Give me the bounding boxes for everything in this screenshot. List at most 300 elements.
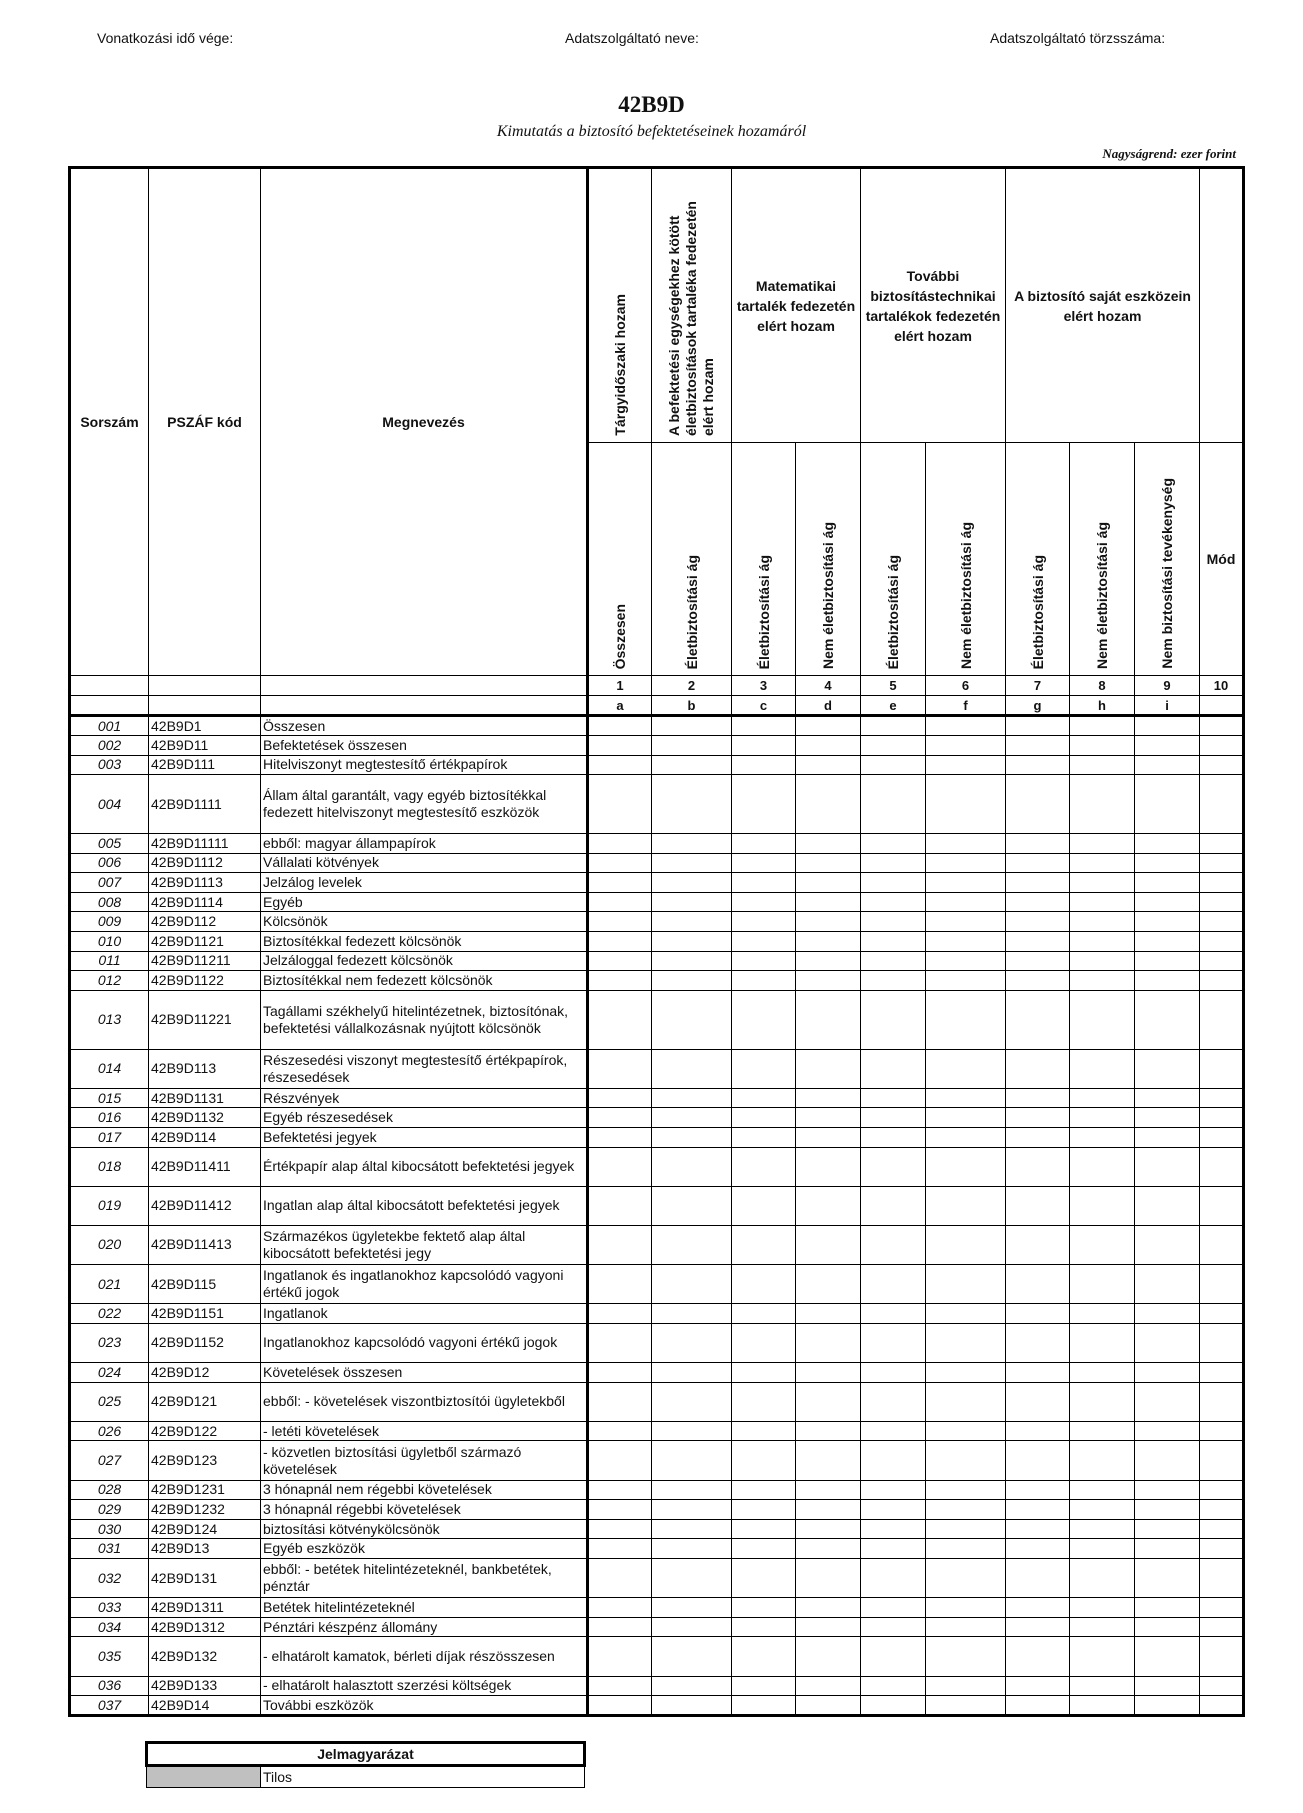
value-cell[interactable] [1006,736,1070,756]
value-cell[interactable] [796,1088,861,1108]
value-cell[interactable] [588,755,652,775]
value-cell[interactable] [1070,1539,1135,1559]
value-cell[interactable] [926,1480,1006,1500]
value-cell[interactable] [588,1637,652,1676]
value-cell[interactable] [588,1558,652,1597]
value-cell[interactable] [588,1539,652,1559]
value-cell[interactable] [1135,1519,1200,1539]
value-cell[interactable] [1006,716,1070,736]
value-cell[interactable] [796,1676,861,1696]
value-cell[interactable] [1006,775,1070,834]
value-cell[interactable] [926,1265,1006,1304]
value-cell[interactable] [1135,1598,1200,1618]
value-cell[interactable] [1070,951,1135,971]
value-cell[interactable] [652,1519,732,1539]
value-cell[interactable] [861,833,926,853]
value-cell[interactable] [1135,1441,1200,1480]
value-cell[interactable] [861,1421,926,1441]
value-cell[interactable] [732,1637,796,1676]
value-cell[interactable] [1135,971,1200,991]
value-cell[interactable] [1135,1323,1200,1362]
value-cell[interactable] [926,1147,1006,1186]
value-cell[interactable] [732,1088,796,1108]
value-cell[interactable] [588,1088,652,1108]
value-cell[interactable] [588,1049,652,1088]
value-cell[interactable] [1006,1500,1070,1520]
value-cell[interactable] [926,1225,1006,1264]
value-cell[interactable] [796,873,861,893]
value-cell[interactable] [796,1225,861,1264]
value-cell[interactable] [732,892,796,912]
value-cell[interactable] [861,1382,926,1421]
value-cell[interactable] [1135,1147,1200,1186]
value-cell[interactable] [652,1363,732,1383]
value-cell[interactable] [588,1225,652,1264]
value-cell[interactable] [732,1480,796,1500]
value-cell[interactable] [1200,951,1244,971]
value-cell[interactable] [1006,1049,1070,1088]
value-cell[interactable] [732,1676,796,1696]
value-cell[interactable] [1135,1382,1200,1421]
value-cell[interactable] [1070,1265,1135,1304]
value-cell[interactable] [652,1500,732,1520]
value-cell[interactable] [926,1088,1006,1108]
value-cell[interactable] [1006,990,1070,1049]
value-cell[interactable] [796,1421,861,1441]
value-cell[interactable] [588,1304,652,1324]
value-cell[interactable] [796,775,861,834]
value-cell[interactable] [1070,775,1135,834]
value-cell[interactable] [861,951,926,971]
value-cell[interactable] [861,1088,926,1108]
value-cell[interactable] [1200,1480,1244,1500]
value-cell[interactable] [652,1382,732,1421]
value-cell[interactable] [1070,716,1135,736]
value-cell[interactable] [1006,1696,1070,1716]
value-cell[interactable] [926,1127,1006,1147]
value-cell[interactable] [732,1265,796,1304]
value-cell[interactable] [926,716,1006,736]
value-cell[interactable] [1200,1500,1244,1520]
value-cell[interactable] [652,912,732,932]
value-cell[interactable] [1135,873,1200,893]
value-cell[interactable] [1200,1676,1244,1696]
value-cell[interactable] [588,1519,652,1539]
value-cell[interactable] [652,1225,732,1264]
value-cell[interactable] [1006,1127,1070,1147]
value-cell[interactable] [1200,1539,1244,1559]
value-cell[interactable] [1070,1500,1135,1520]
value-cell[interactable] [926,1108,1006,1128]
value-cell[interactable] [732,1127,796,1147]
value-cell[interactable] [1135,755,1200,775]
value-cell[interactable] [1006,1558,1070,1597]
value-cell[interactable] [861,971,926,991]
value-cell[interactable] [652,1049,732,1088]
value-cell[interactable] [652,1127,732,1147]
value-cell[interactable] [732,833,796,853]
value-cell[interactable] [796,892,861,912]
value-cell[interactable] [588,1441,652,1480]
value-cell[interactable] [1135,1500,1200,1520]
value-cell[interactable] [1200,1304,1244,1324]
value-cell[interactable] [1135,1363,1200,1383]
value-cell[interactable] [1006,1304,1070,1324]
value-cell[interactable] [796,1696,861,1716]
value-cell[interactable] [588,971,652,991]
value-cell[interactable] [1006,1421,1070,1441]
value-cell[interactable] [588,892,652,912]
value-cell[interactable] [861,1147,926,1186]
value-cell[interactable] [1070,1637,1135,1676]
value-cell[interactable] [1200,1323,1244,1362]
value-cell[interactable] [861,1127,926,1147]
value-cell[interactable] [732,912,796,932]
value-cell[interactable] [796,1441,861,1480]
value-cell[interactable] [796,1598,861,1618]
value-cell[interactable] [861,1539,926,1559]
value-cell[interactable] [1200,1108,1244,1128]
value-cell[interactable] [652,1637,732,1676]
value-cell[interactable] [1006,1323,1070,1362]
value-cell[interactable] [1006,1676,1070,1696]
value-cell[interactable] [1006,1637,1070,1676]
value-cell[interactable] [1200,873,1244,893]
value-cell[interactable] [796,833,861,853]
value-cell[interactable] [588,1265,652,1304]
value-cell[interactable] [1070,1519,1135,1539]
value-cell[interactable] [926,1186,1006,1225]
value-cell[interactable] [926,990,1006,1049]
value-cell[interactable] [1070,1147,1135,1186]
value-cell[interactable] [1135,1421,1200,1441]
value-cell[interactable] [926,931,1006,951]
value-cell[interactable] [588,912,652,932]
value-cell[interactable] [926,1363,1006,1383]
value-cell[interactable] [732,1696,796,1716]
value-cell[interactable] [732,1304,796,1324]
value-cell[interactable] [926,1500,1006,1520]
value-cell[interactable] [1006,1108,1070,1128]
value-cell[interactable] [1070,736,1135,756]
value-cell[interactable] [1070,1304,1135,1324]
value-cell[interactable] [732,931,796,951]
value-cell[interactable] [1135,1480,1200,1500]
value-cell[interactable] [1070,912,1135,932]
value-cell[interactable] [796,1637,861,1676]
value-cell[interactable] [1070,1127,1135,1147]
value-cell[interactable] [1200,971,1244,991]
value-cell[interactable] [732,1186,796,1225]
value-cell[interactable] [861,1323,926,1362]
value-cell[interactable] [732,1421,796,1441]
value-cell[interactable] [1135,853,1200,873]
value-cell[interactable] [732,716,796,736]
value-cell[interactable] [732,1147,796,1186]
value-cell[interactable] [1006,853,1070,873]
value-cell[interactable] [926,1558,1006,1597]
value-cell[interactable] [1200,1696,1244,1716]
value-cell[interactable] [652,1558,732,1597]
value-cell[interactable] [926,1049,1006,1088]
value-cell[interactable] [652,1421,732,1441]
value-cell[interactable] [1070,892,1135,912]
value-cell[interactable] [796,1617,861,1637]
value-cell[interactable] [796,1500,861,1520]
value-cell[interactable] [1006,1441,1070,1480]
value-cell[interactable] [796,1519,861,1539]
value-cell[interactable] [1200,1617,1244,1637]
value-cell[interactable] [796,912,861,932]
value-cell[interactable] [588,951,652,971]
value-cell[interactable] [796,1323,861,1362]
value-cell[interactable] [1200,1598,1244,1618]
value-cell[interactable] [1070,1696,1135,1716]
value-cell[interactable] [1200,755,1244,775]
value-cell[interactable] [926,1598,1006,1618]
value-cell[interactable] [1070,1225,1135,1264]
value-cell[interactable] [861,931,926,951]
value-cell[interactable] [796,853,861,873]
value-cell[interactable] [732,1617,796,1637]
value-cell[interactable] [861,1049,926,1088]
value-cell[interactable] [1200,1382,1244,1421]
value-cell[interactable] [861,716,926,736]
value-cell[interactable] [588,1598,652,1618]
value-cell[interactable] [1135,990,1200,1049]
value-cell[interactable] [796,1049,861,1088]
value-cell[interactable] [1135,892,1200,912]
value-cell[interactable] [861,1500,926,1520]
value-cell[interactable] [1200,892,1244,912]
value-cell[interactable] [652,873,732,893]
value-cell[interactable] [652,892,732,912]
value-cell[interactable] [1006,1539,1070,1559]
value-cell[interactable] [861,873,926,893]
value-cell[interactable] [1135,1617,1200,1637]
value-cell[interactable] [861,1304,926,1324]
value-cell[interactable] [861,1265,926,1304]
value-cell[interactable] [588,775,652,834]
value-cell[interactable] [1200,1363,1244,1383]
value-cell[interactable] [1135,1676,1200,1696]
value-cell[interactable] [1070,1617,1135,1637]
value-cell[interactable] [652,1539,732,1559]
value-cell[interactable] [926,951,1006,971]
value-cell[interactable] [1006,931,1070,951]
value-cell[interactable] [1006,873,1070,893]
value-cell[interactable] [1070,1108,1135,1128]
value-cell[interactable] [1006,951,1070,971]
value-cell[interactable] [861,853,926,873]
value-cell[interactable] [1070,853,1135,873]
value-cell[interactable] [652,1088,732,1108]
value-cell[interactable] [861,755,926,775]
value-cell[interactable] [1200,1127,1244,1147]
value-cell[interactable] [926,1421,1006,1441]
value-cell[interactable] [652,990,732,1049]
value-cell[interactable] [588,853,652,873]
value-cell[interactable] [1135,1127,1200,1147]
value-cell[interactable] [1070,1421,1135,1441]
value-cell[interactable] [1070,1088,1135,1108]
value-cell[interactable] [1135,951,1200,971]
value-cell[interactable] [926,833,1006,853]
value-cell[interactable] [1006,1519,1070,1539]
value-cell[interactable] [926,755,1006,775]
value-cell[interactable] [861,1225,926,1264]
value-cell[interactable] [1200,1225,1244,1264]
value-cell[interactable] [926,1539,1006,1559]
value-cell[interactable] [1135,1696,1200,1716]
value-cell[interactable] [1200,1265,1244,1304]
value-cell[interactable] [1135,1225,1200,1264]
value-cell[interactable] [796,1558,861,1597]
value-cell[interactable] [796,1186,861,1225]
value-cell[interactable] [926,1676,1006,1696]
value-cell[interactable] [1070,1598,1135,1618]
value-cell[interactable] [1200,1049,1244,1088]
value-cell[interactable] [732,1382,796,1421]
value-cell[interactable] [1070,755,1135,775]
value-cell[interactable] [926,1617,1006,1637]
value-cell[interactable] [1135,931,1200,951]
value-cell[interactable] [1006,755,1070,775]
value-cell[interactable] [796,971,861,991]
value-cell[interactable] [861,912,926,932]
value-cell[interactable] [1070,1186,1135,1225]
value-cell[interactable] [861,892,926,912]
value-cell[interactable] [652,1265,732,1304]
value-cell[interactable] [796,1480,861,1500]
value-cell[interactable] [652,1323,732,1362]
value-cell[interactable] [1200,1441,1244,1480]
value-cell[interactable] [1200,833,1244,853]
value-cell[interactable] [1070,1323,1135,1362]
value-cell[interactable] [732,1049,796,1088]
value-cell[interactable] [1200,1088,1244,1108]
value-cell[interactable] [861,1696,926,1716]
value-cell[interactable] [588,1676,652,1696]
value-cell[interactable] [732,1519,796,1539]
value-cell[interactable] [926,971,1006,991]
value-cell[interactable] [1135,1265,1200,1304]
value-cell[interactable] [732,1558,796,1597]
value-cell[interactable] [652,1441,732,1480]
value-cell[interactable] [796,1127,861,1147]
value-cell[interactable] [1006,1265,1070,1304]
value-cell[interactable] [588,1363,652,1383]
value-cell[interactable] [588,1127,652,1147]
value-cell[interactable] [652,1304,732,1324]
value-cell[interactable] [796,1363,861,1383]
value-cell[interactable] [1200,1637,1244,1676]
value-cell[interactable] [588,1500,652,1520]
value-cell[interactable] [732,873,796,893]
value-cell[interactable] [926,1519,1006,1539]
value-cell[interactable] [732,990,796,1049]
value-cell[interactable] [1135,1088,1200,1108]
value-cell[interactable] [926,912,1006,932]
value-cell[interactable] [1006,1363,1070,1383]
value-cell[interactable] [796,755,861,775]
value-cell[interactable] [1135,1558,1200,1597]
value-cell[interactable] [1135,1049,1200,1088]
value-cell[interactable] [1006,892,1070,912]
value-cell[interactable] [1200,1147,1244,1186]
value-cell[interactable] [796,1108,861,1128]
value-cell[interactable] [1135,1186,1200,1225]
value-cell[interactable] [652,1696,732,1716]
value-cell[interactable] [588,716,652,736]
value-cell[interactable] [1135,736,1200,756]
value-cell[interactable] [926,1637,1006,1676]
value-cell[interactable] [926,1441,1006,1480]
value-cell[interactable] [1135,833,1200,853]
value-cell[interactable] [652,931,732,951]
value-cell[interactable] [1070,990,1135,1049]
value-cell[interactable] [588,1186,652,1225]
value-cell[interactable] [1135,1304,1200,1324]
value-cell[interactable] [1200,716,1244,736]
value-cell[interactable] [652,755,732,775]
value-cell[interactable] [796,1304,861,1324]
value-cell[interactable] [1200,1519,1244,1539]
value-cell[interactable] [1070,1676,1135,1696]
value-cell[interactable] [652,736,732,756]
value-cell[interactable] [732,1225,796,1264]
value-cell[interactable] [1006,833,1070,853]
value-cell[interactable] [1006,1480,1070,1500]
value-cell[interactable] [652,1186,732,1225]
value-cell[interactable] [1135,1637,1200,1676]
value-cell[interactable] [1070,971,1135,991]
value-cell[interactable] [796,951,861,971]
value-cell[interactable] [926,1382,1006,1421]
value-cell[interactable] [1200,775,1244,834]
value-cell[interactable] [588,736,652,756]
value-cell[interactable] [926,1304,1006,1324]
value-cell[interactable] [652,971,732,991]
value-cell[interactable] [861,1108,926,1128]
value-cell[interactable] [588,1323,652,1362]
value-cell[interactable] [926,892,1006,912]
value-cell[interactable] [926,736,1006,756]
value-cell[interactable] [732,1539,796,1559]
value-cell[interactable] [732,1598,796,1618]
value-cell[interactable] [588,833,652,853]
value-cell[interactable] [1135,1539,1200,1559]
value-cell[interactable] [732,1108,796,1128]
value-cell[interactable] [652,775,732,834]
value-cell[interactable] [588,1617,652,1637]
value-cell[interactable] [732,1363,796,1383]
value-cell[interactable] [652,833,732,853]
value-cell[interactable] [796,1539,861,1559]
value-cell[interactable] [1135,1108,1200,1128]
value-cell[interactable] [652,1617,732,1637]
value-cell[interactable] [1070,1382,1135,1421]
value-cell[interactable] [796,1382,861,1421]
value-cell[interactable] [1200,853,1244,873]
value-cell[interactable] [1006,1186,1070,1225]
value-cell[interactable] [1200,990,1244,1049]
value-cell[interactable] [588,1421,652,1441]
value-cell[interactable] [652,951,732,971]
value-cell[interactable] [861,1480,926,1500]
value-cell[interactable] [588,1696,652,1716]
value-cell[interactable] [1006,1088,1070,1108]
